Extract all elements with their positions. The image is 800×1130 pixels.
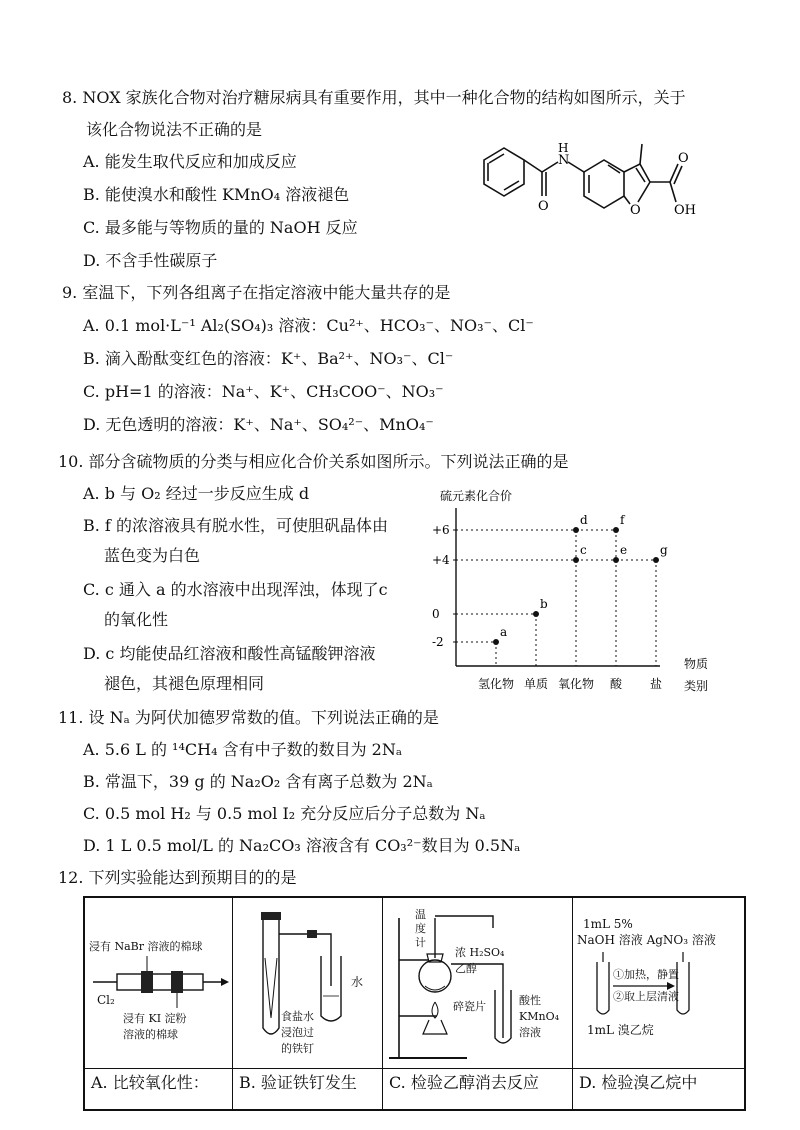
q11-option-b: B. 常温下，39 g 的 Na₂O₂ 含有离子总数为 2Nₐ [83, 772, 433, 791]
exp-a-caption: A. 比较氧化性： [85, 1068, 232, 1113]
q10-option-b-line1: B. f 的浓溶液具有脱水性，可使胆矾晶体由 [83, 516, 388, 535]
exp-c-thermo2: 度 [415, 922, 426, 935]
chart-ylabel: 硫元素化合价 [440, 489, 513, 503]
x-category-label: 氧化物 [557, 677, 595, 691]
exp-b-caption: B. 验证铁钉发生 [233, 1068, 382, 1113]
x-category-label: 酸 [609, 677, 623, 691]
exp-c-kmno-2: KMnO₄ [519, 1010, 559, 1023]
exp-b-water: 水 [351, 975, 364, 989]
exp-d-step1: ①加热，静置 [613, 968, 679, 981]
q9-option-c: C. pH=1 的溶液：Na⁺、K⁺、CH₃COO⁻、NO₃⁻ [83, 382, 444, 401]
exp-c-kmno-3: 溶液 [519, 1026, 541, 1039]
y-tick-label: +4 [432, 553, 450, 567]
exp-d-apparatus [573, 898, 744, 1068]
q8-option-c: C. 最多能与等物质的量的 NaOH 反应 [83, 218, 358, 237]
q8-molecule-structure [470, 140, 700, 250]
exp-c-kmno-1: 酸性 [519, 994, 541, 1007]
exp-b [233, 898, 383, 1109]
point-b [533, 611, 539, 617]
q8-stem-line2: 该化合物说法不正确的是 [86, 120, 263, 139]
x-category-label: 盐 [649, 677, 663, 691]
exp-c-thermo1: 温 [415, 908, 426, 921]
sulfur-valence-chart [428, 486, 728, 696]
q8-option-d: D. 不含手性碳原子 [83, 251, 218, 270]
point-label-b: b [540, 597, 548, 611]
molecule-svg [470, 140, 700, 250]
atom-h: H [558, 141, 569, 155]
atom-o-furan: O [630, 203, 641, 218]
chart-xlabel-1: 物质 [684, 657, 709, 671]
exp-c-acid: 浓 H₂SO₄ [455, 946, 505, 959]
exp-c-caption: C. 检验乙醇消去反应 [383, 1068, 572, 1113]
exp-a [85, 898, 233, 1109]
exp-a-gas: Cl₂ [97, 993, 115, 1007]
exp-c-apparatus [383, 898, 573, 1068]
exp-a-apparatus [85, 898, 233, 1068]
chart-svg [428, 486, 728, 696]
point-g [653, 557, 659, 563]
exp-c [383, 898, 573, 1109]
point-label-d: d [580, 513, 588, 527]
q11-stem: 11. 设 Nₐ 为阿伏加德罗常数的值。下列说法正确的是 [58, 708, 439, 727]
q10-option-d-line1: D. c 均能使品红溶液和酸性高锰酸钾溶液 [83, 644, 376, 663]
exp-d-top2: NaOH 溶液 AgNO₃ 溶液 [577, 933, 716, 947]
y-tick-label: 0 [432, 607, 440, 621]
q10-option-d-line2: 褪色，其褪色原理相同 [104, 674, 265, 693]
chart-xlabel-2: 类别 [684, 679, 709, 693]
q8-option-b: B. 能使溴水和酸性 KMnO₄ 溶液褪色 [83, 185, 350, 204]
point-label-g: g [660, 543, 668, 557]
q9-option-b: B. 滴入酚酞变红色的溶液：K⁺、Ba²⁺、NO₃⁻、Cl⁻ [83, 349, 454, 368]
point-label-f: f [620, 513, 625, 527]
q10-option-b-line2: 蓝色变为白色 [104, 546, 201, 565]
exp-b-nail2: 浸泡过 [281, 1026, 314, 1039]
q9-option-a: A. 0.1 mol·L⁻¹ Al₂(SO₄)₃ 溶液：Cu²⁺、HCO₃⁻、NO₃⁻、Cl⁻ [83, 316, 534, 335]
point-a [493, 639, 499, 645]
exp-d [573, 898, 744, 1109]
x-category-label: 氢化物 [477, 677, 515, 691]
point-label-a: a [500, 625, 508, 639]
exp-d-step2: ②取上层清液 [613, 990, 679, 1003]
q9-option-d: D. 无色透明的溶液：K⁺、Na⁺、SO₄²⁻、MnO₄⁻ [83, 415, 434, 434]
q11-option-a: A. 5.6 L 的 ¹⁴CH₄ 含有中子数的数目为 2Nₐ [83, 740, 403, 759]
y-tick-label: -2 [432, 635, 444, 649]
exp-c-thermo3: 计 [415, 936, 426, 949]
q10-option-c-line1: C. c 通入 a 的水溶液中出现浑浊，体现了c [83, 580, 388, 599]
q10-stem: 10. 部分含硫物质的分类与相应化合价关系如图所示。下列说法正确的是 [58, 452, 569, 471]
q10-option-a: A. b 与 O₂ 经过一步反应生成 d [83, 484, 310, 503]
y-tick-label: +6 [432, 523, 450, 537]
exp-a-label2: 浸有 KI 淀粉 [123, 1012, 187, 1025]
exp-d-top1: 1mL 5% [583, 917, 633, 931]
exp-c-chips: 碎瓷片 [453, 1000, 486, 1013]
q12-experiment-table [83, 896, 746, 1111]
atom-o-acid: O [678, 151, 689, 166]
q11-option-d: D. 1 L 0.5 mol/L 的 Na₂CO₃ 溶液含有 CO₃²⁻数目为 0.5Nₐ [83, 836, 521, 855]
q8-stem-line1: 8. NOX 家族化合物对治疗糖尿病具有重要作用，其中一种化合物的结构如图所示，关于 [62, 88, 686, 107]
q12-stem: 12. 下列实验能达到预期目的的是 [58, 868, 297, 887]
exp-a-label3: 溶液的棉球 [123, 1028, 178, 1041]
q10-option-c-line2: 的氧化性 [104, 610, 169, 629]
exp-c-ethanol: 乙醇 [455, 962, 477, 975]
point-label-e: e [620, 543, 628, 557]
atom-oh: OH [674, 203, 696, 218]
exp-b-nail1: 食盐水 [281, 1010, 314, 1023]
q9-stem: 9. 室温下，下列各组离子在指定溶液中能大量共存的是 [62, 283, 451, 302]
point-f [613, 527, 619, 533]
exp-a-label1: 浸有 NaBr 溶液的棉球 [89, 940, 203, 953]
q8-option-a: A. 能发生取代反应和加成反应 [83, 152, 297, 171]
x-category-label: 单质 [523, 677, 549, 691]
exp-b-nail3: 的铁钉 [281, 1042, 314, 1055]
exp-d-caption: D. 检验溴乙烷中 [573, 1068, 744, 1113]
exp-d-bottom: 1mL 溴乙烷 [587, 1023, 654, 1037]
atom-o-carbonyl: O [538, 199, 549, 214]
point-label-c: c [580, 543, 587, 557]
q11-option-c: C. 0.5 mol H₂ 与 0.5 mol I₂ 充分反应后分子总数为 Nₐ [83, 804, 486, 823]
atom-n: N [558, 153, 570, 168]
